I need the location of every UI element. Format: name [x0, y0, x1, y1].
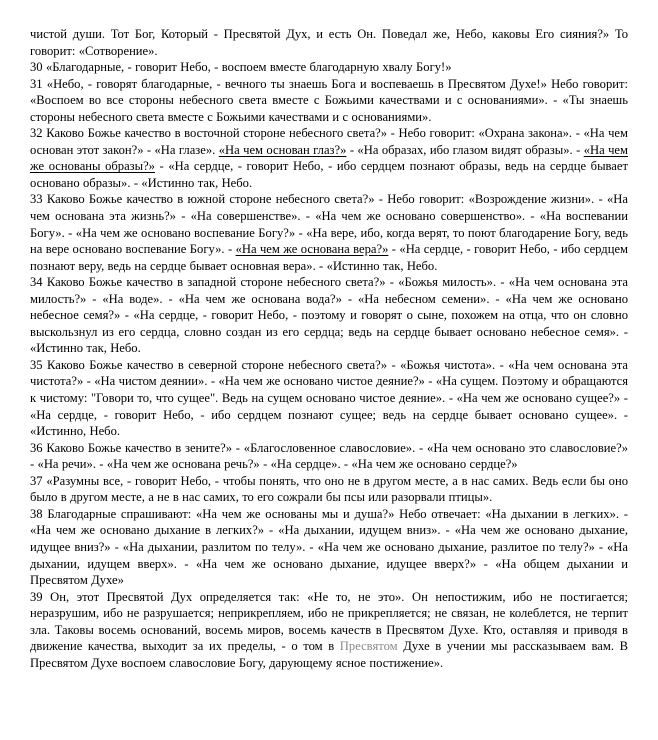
text-run: чистой души. Тот Бог, Который - Пресвятой Дух, и есть Он. Поведал же, Небо, каковы Его сияния?» То говорит: «Сотворение». [30, 27, 628, 58]
document-paragraph [30, 357, 628, 440]
document-paragraph [30, 191, 628, 274]
text-run: - «На сердце, - говорит Небо, - ибо сердцем познают веру, ведь на сердце бывает основная вера». - «Истинно так, Небо. [30, 242, 628, 273]
text-run: 39 Он, этот Пресвятой Дух определяется так: «Не то, не это». Он непостижим, ибо не постигается; неразрушим, ибо не разрушается; неприкрепляем, ибо не прикрепляется; не связан, не колеблется, не терпит зла. Таковы восемь оснований, восемь миров, восемь качеств в Пресвятом Духе. Кто, оставляя и приводя в движение качества, выходит за их пределы, - о том в [30, 589, 628, 654]
document-paragraph [30, 274, 628, 357]
text-run: 32 Каково Божье качество в восточной стороне небесного света?» - Небо говорит: «Охрана закона». - «На чем основан этот закон?» - «На глазе». [30, 126, 628, 157]
text-run: - «На сердце, - говорит Небо, - ибо сердцем познают образы, ведь на сердце бывает основано образы». - «Истинно так, Небо. [30, 159, 628, 190]
document-paragraph [30, 59, 628, 76]
underlined-text: «На чем же основана вера?» [235, 242, 389, 257]
document-paragraph [30, 440, 628, 473]
text-run: 33 Каково Божье качество в южной стороне небесного света?» - Небо говорит: «Возрождение жизни». - «На чем основана эта жизнь?» - «На совершенстве». - «На чем же основано совершенство». - «На воспевании Богу». - «На чем же основано воспевание Богу?» - «На вере, ибо, когда верят, то поют благодарение Богу, ведь на вере основано воспевание Богу». - [30, 192, 628, 257]
underlined-text: «На чем основан глаз?» [218, 142, 347, 157]
underlined-text: «На чем же основаны образы?» [30, 142, 628, 174]
document-paragraph [30, 589, 628, 672]
text-run: 30 «Благодарные, - говорит Небо, - воспоем вместе благодарную хвалу Богу!» [30, 60, 452, 75]
text-run: 37 «Разумны все, - говорит Небо, - чтобы понять, что оно не в другом месте, а в нас самих. Ведь если бы оно было в другом месте, а не в нас самих, то его сожрали бы псы или разорвали птицы». [30, 473, 628, 505]
text-run: 34 Каково Божье качество в западной стороне небесного света?» - «Божья милость». - «На чем основана эта милость?» - «На воде». - «На чем же основана вода?» - «На небесном семени». - «На чем же основано небесное семя?» - «На сердце, - говорит Небо, - поэтому и говорят о сыне, похожем на отца, что он словно выскользнул из его сердца, словно создан из его сердца; ведь на сердце бывает основано небесное семя». - «Истинно так, Небо. [30, 275, 628, 356]
text-run: Духе в учении мы рассказываем вам. В Пресвятом Духе воспоем славословие Богу, дарующему ясное постижение». [30, 639, 628, 670]
text-run: 35 Каково Божье качество в северной стороне небесного света?» - «Божья чистота». - «На чем основана эта чистота?» - «На чистом деянии». - «На чем же основано чистое деяние?» - «На сущем. Поэтому и обращаются к чистому: "Говори то, что сущее". Ведь на сущем основано чистое деяние». - «На чем же основано сущее?» - «На сердце, - говорит Небо, - ибо сердцем познают сущее; ведь на сердце бывает основано сущее». - «Истинно, Небо. [30, 357, 628, 439]
text-run: 38 Благодарные спрашивают: «На чем же основаны мы и душа?» Небо отвечает: «На дыхании в легких». - «На чем же основано дыхание в легких?» - «На дыхании, идущем вниз». - «На чем же основано дыхание, идущее вниз?» - «На дыхании, разлитом по телу». - «На чем же основано дыхание, разлитое по телу?» - «На дыхании, идущем вверх». - «На чем же основано дыхание, идущее вверх?» - «На общем дыхании и Пресвятом Духе» [30, 506, 628, 588]
document-paragraph [30, 473, 628, 506]
text-run: 36 Каково Божье качество в зените?» - «Благословенное славословие». - «На чем основано это славословие?» - «На речи». - «На чем же основана речь?» - «На сердце». - «На чем же основано сердце?» [30, 440, 628, 472]
text-run: 31 «Небо, - говорят благодарные, - вечного ты знаешь Бога и воспеваешь в Пресвятом Духе!» Небо говорит: «Воспоем во все стороны небесного света вместе с Божьими качествами и с основаниями». - «Ты знаешь стороны небесного света вместе с Божьими качествами и с основаниями». [30, 76, 628, 124]
document-paragraph [30, 125, 628, 191]
text-run: - «На образах, ибо глазом видят образы». - [346, 142, 584, 157]
document-paragraph [30, 506, 628, 589]
paragraph-list [30, 26, 628, 671]
document-paragraph [30, 76, 628, 126]
document-paragraph [30, 26, 628, 59]
faded-text: Пресвятом [339, 639, 398, 654]
